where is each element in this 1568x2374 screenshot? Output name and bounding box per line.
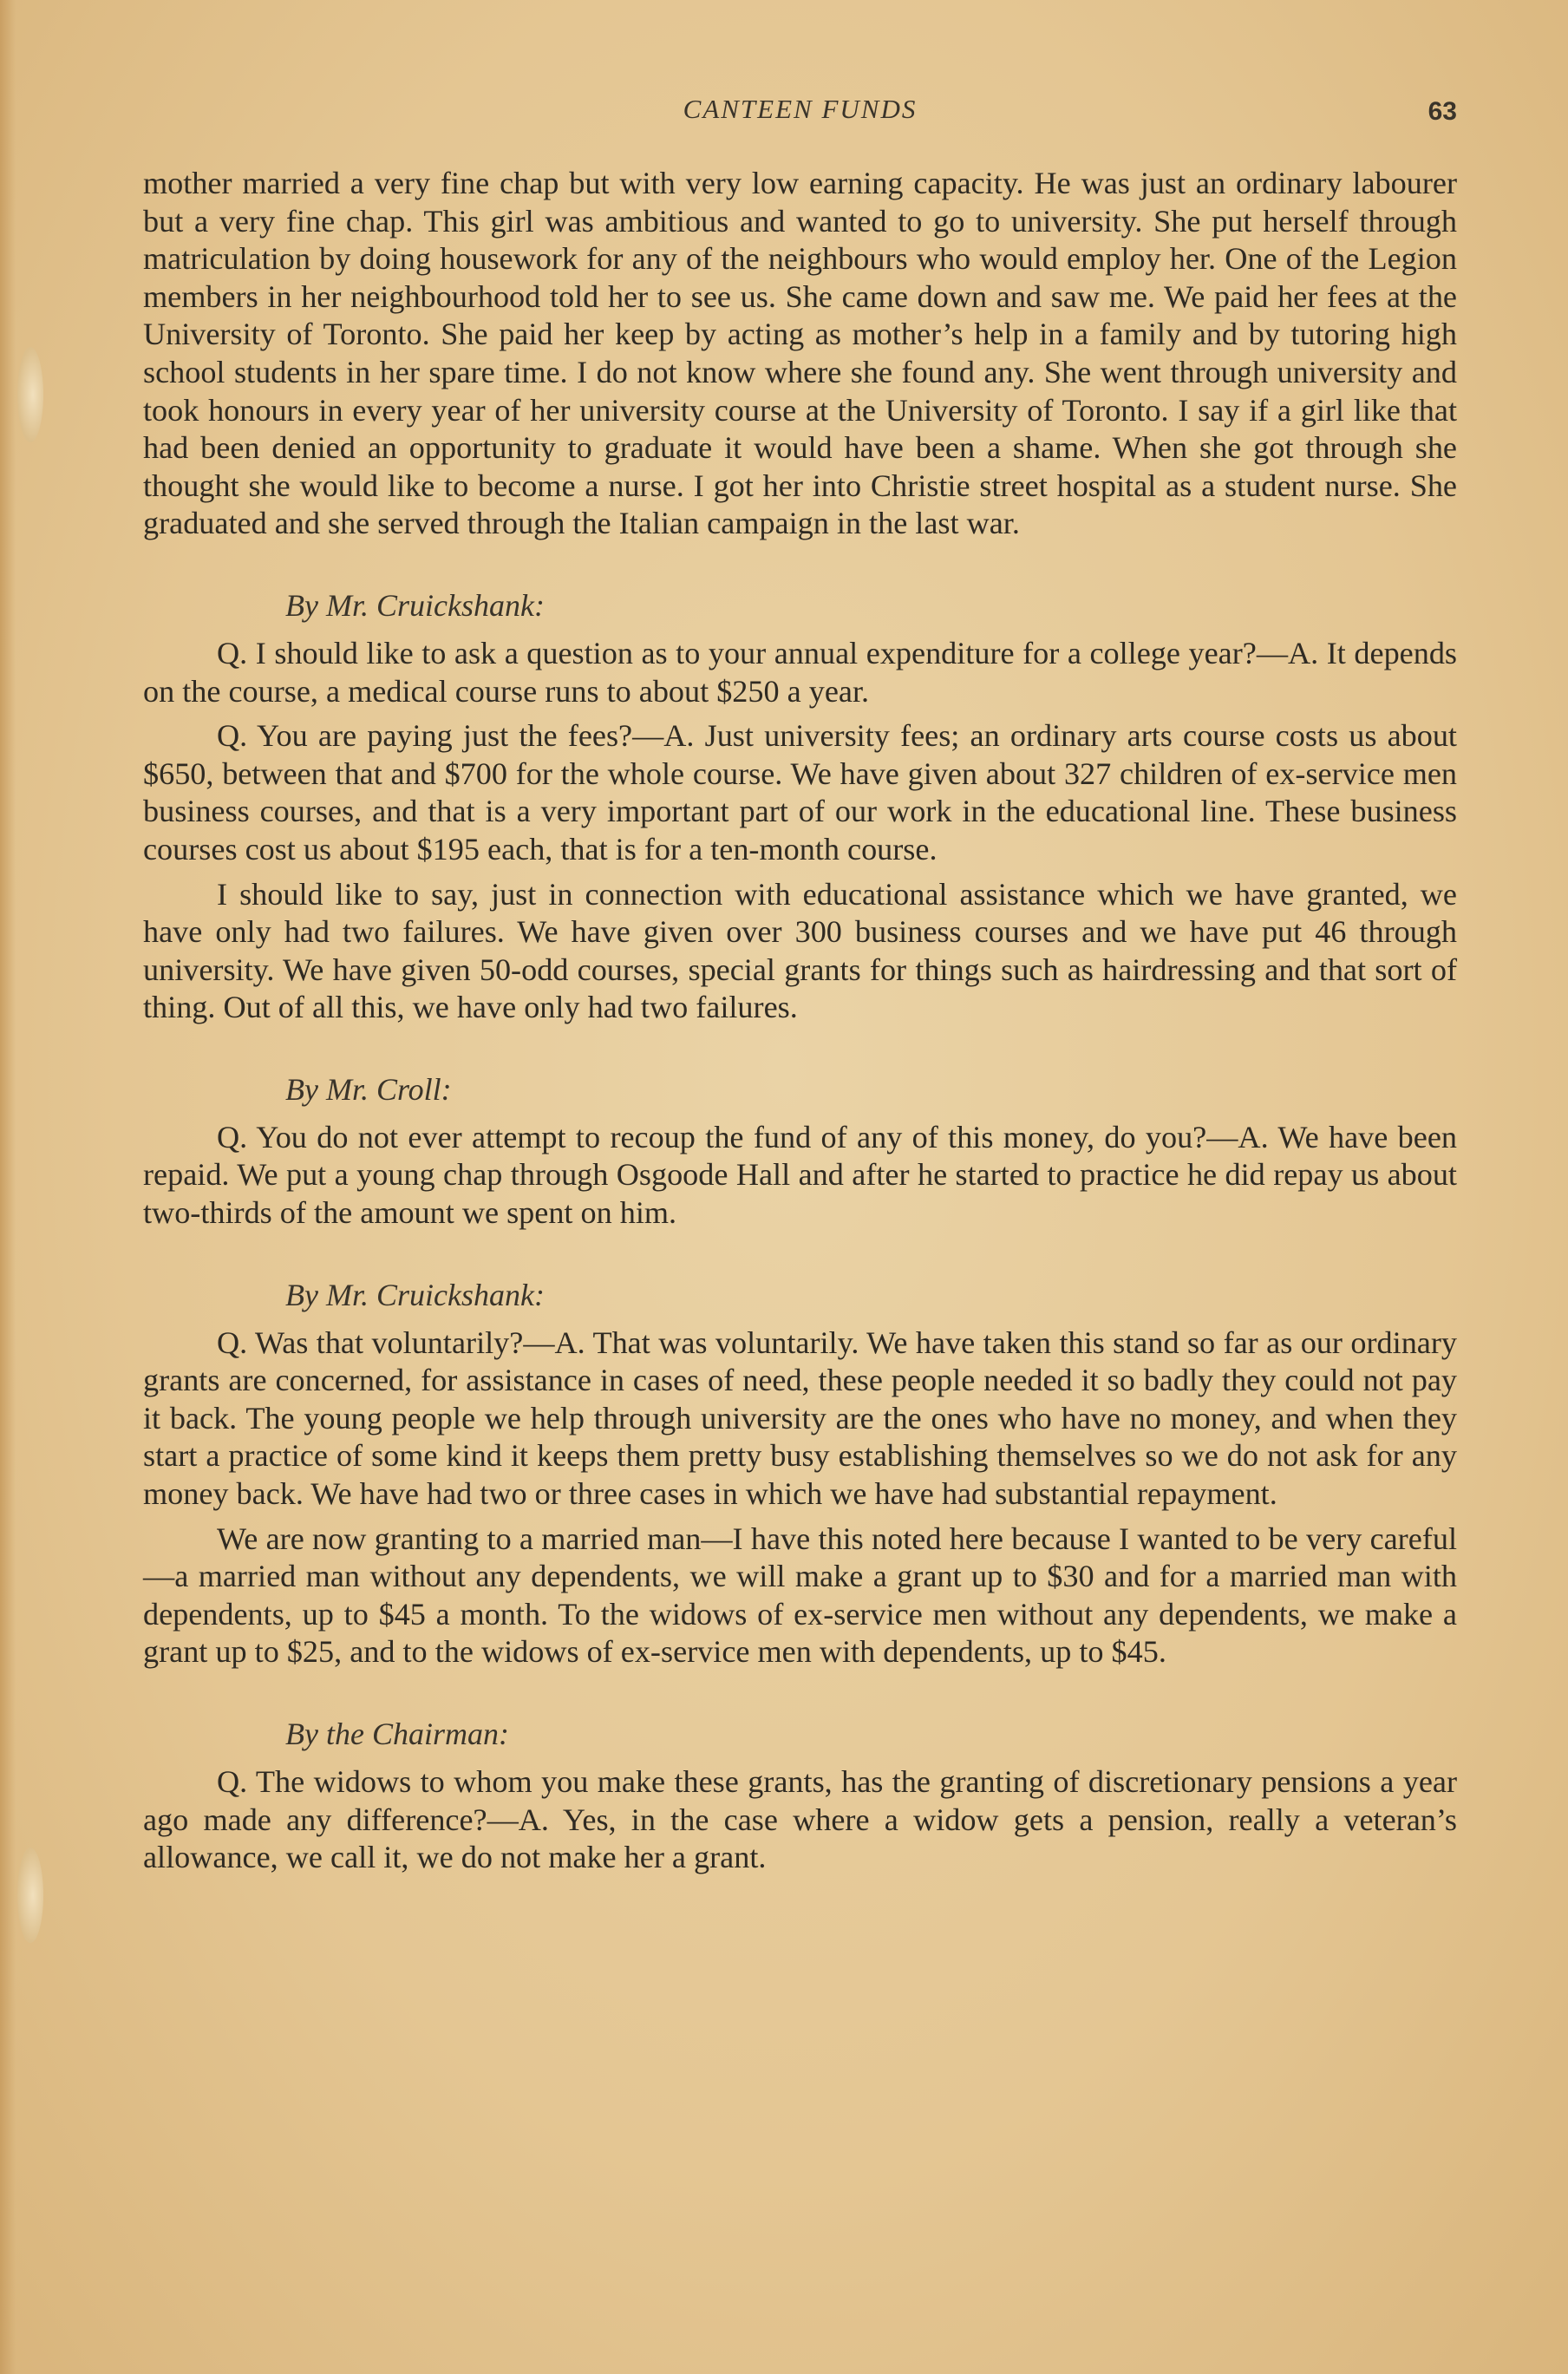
paragraph: Q. Was that voluntarily?—A. That was voluntarily. We have taken this stand so far as our ordinary grants are concerned, for assistance in cases of need, these people needed it so badly they could not pay it back. The young people we help through university are the ones who have no money, and when they start a practice of some kind it keeps them pretty busy establishing themselves so we do not ask for any money back. We have had two or three cases in which we have had substantial repayment. [143,1324,1457,1512]
punch-hole-bottom [17,1848,43,1943]
page-header [143,94,1457,137]
speaker-heading: By Mr. Cruickshank: [285,1277,545,1312]
speaker-heading: By Mr. Cruickshank: [285,587,545,623]
speaker-heading: By Mr. Croll: [285,1071,452,1107]
page-number: 63 [1428,97,1457,126]
punch-hole-top [17,347,43,442]
body-text [143,165,1457,1877]
paragraph: Q. I should like to ask a question as to your annual expenditure for a college year?—A. It depends on the course, a medical course runs to about $250 a year. [143,635,1457,709]
page-edge-shadow [0,0,16,2374]
running-head: CANTEEN FUNDS [683,94,918,124]
paragraph: Q. You are paying just the fees?—A. Just university fees; an ordinary arts course costs us about $650, between that and $700 for the whole course. We have given about 327 children of ex-service men business courses, and that is a very important part of our work in the educational line. These business courses cost us about $195 each, that is for a ten-month course. [143,718,1457,867]
paragraph: Q. The widows to whom you make these grants, has the granting of discretionary pensions a year ago made any difference?—A. Yes, in the case where a widow gets a pension, really a veteran’s allowance, we call it, we do not make her a grant. [143,1764,1457,1875]
paragraph: Q. You do not ever attempt to recoup the fund of any of this money, do you?—A. We have been repaid. We put a young chap through Osgoode Hall and after he started to practice he did repay us about two-thirds of the amount we spent on him. [143,1119,1457,1231]
paragraph: We are now granting to a married man—I have this noted here because I wanted to be very careful—a married man without any dependents, we will make a grant up to $30 and for a married man with dependents, up to $45 a month. To the widows of ex-service men without any dependents, we make a grant up to $25, and to the widows of ex-service men with dependents, up to $45. [143,1521,1457,1670]
paragraph-continued: mother married a very fine chap but with very low earning capacity. He was just an ordinary labourer but a very fine chap. This girl was ambitious and wanted to go to university. She put herself through matriculation by doing housework for any of the neighbours who would employ her. One of the Legion members in her neighbourhood told her to see us. She came down and saw me. We paid her fees at the University of Toronto. She paid her keep by acting as mother’s help in a family and by tutoring high school students in her spare time. I do not know where she found any. She went through university and took honours in every year of her university course at the University of Toronto. I say if a girl like that had been denied an opportunity to graduate it would have been a shame. When she got through she thought she would like to become a nurse. I got her into Christie street hospital as a student nurse. She graduated and she served through the Italian campaign in the last war. [143,166,1457,541]
paragraph: I should like to say, just in connection with educational assistance which we have granted, we have only had two failures. We have given over 300 business courses and we have put 46 through university. We have given 50-odd courses, special grants for things such as hairdressing and that sort of thing. Out of all this, we have only had two failures. [143,876,1457,1025]
speaker-heading: By the Chairman: [285,1717,509,1751]
